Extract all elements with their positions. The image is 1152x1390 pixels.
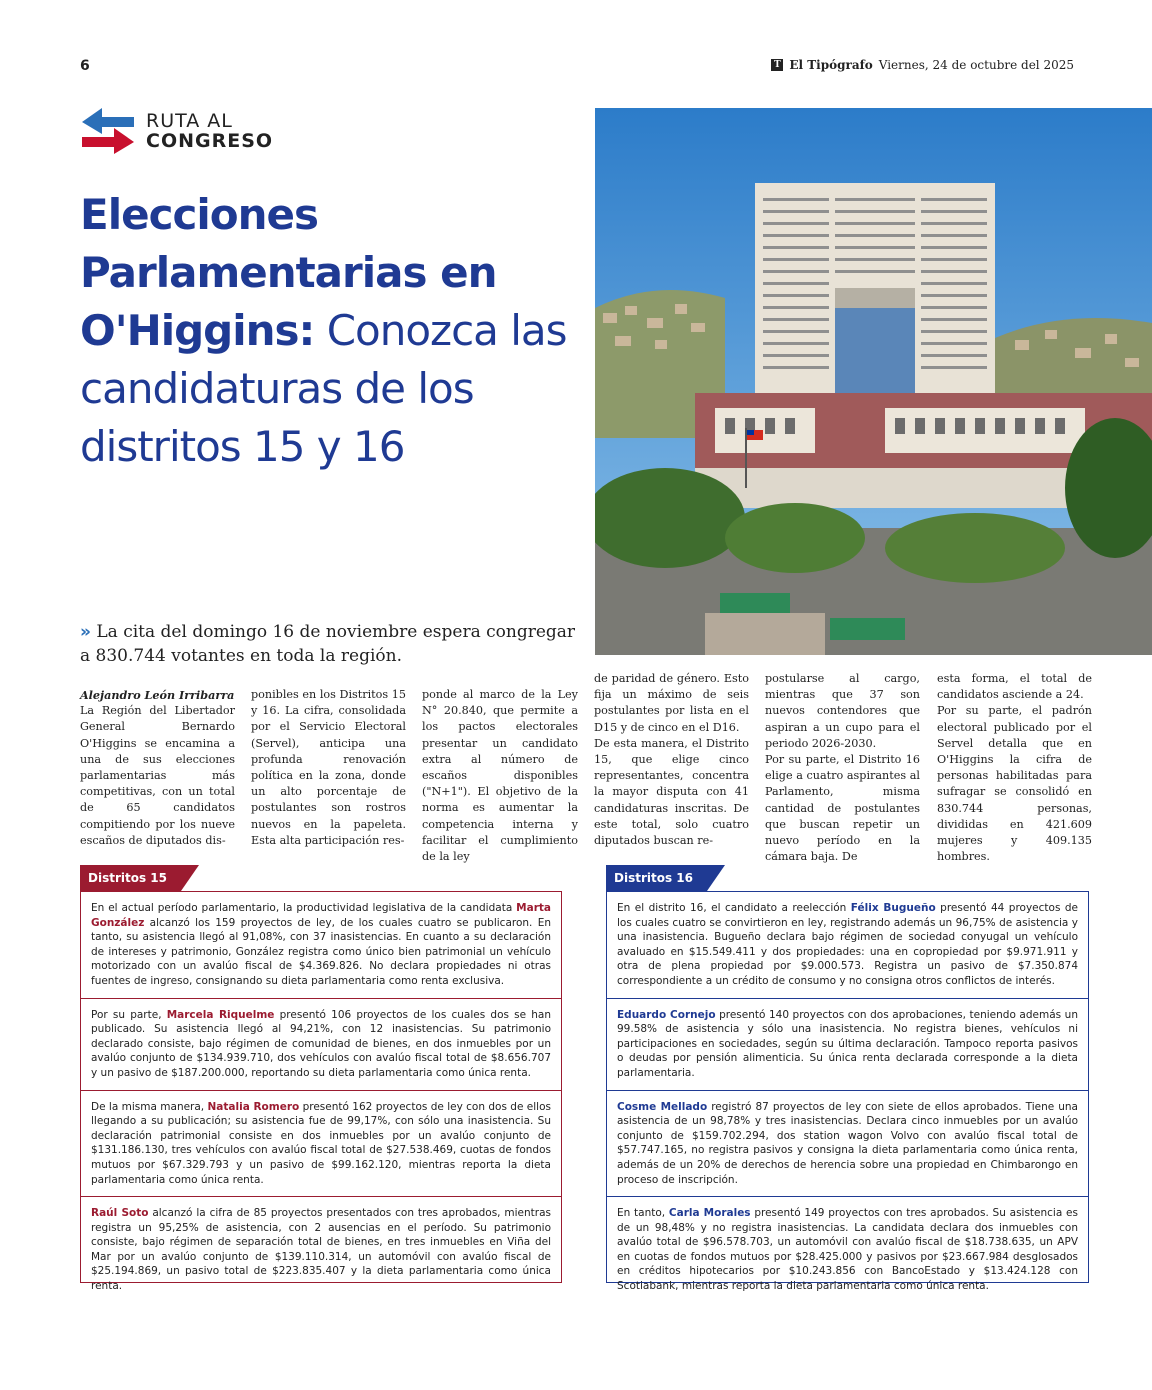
candidate-name: Cosme Mellado	[617, 1100, 708, 1113]
district-16-box	[606, 891, 1089, 1293]
candidate-entry	[607, 1090, 1088, 1197]
chevron-icon: »	[80, 622, 91, 642]
section-logo	[80, 106, 273, 156]
headline-light: Conozca las candidaturas de los distritos 15 y 16	[80, 306, 567, 471]
entry-text: presentó 162 proyectos de ley con dos de ellos llegando a su publicación; su asistencia fue de 99,17%, con sólo una inasistencia. Su declaración patrimonial consiste en dos inmuebles por un avalúo conjunto de $131.186.130, tres vehículos con avalúo fiscal total de $27.538.469, cuotas de fondos mutuos por $67.329.793 y un pasivo de $99.162.120, mientras reporta la dieta parlamentaria como única renta.	[91, 1100, 551, 1186]
candidate-entry	[81, 1196, 561, 1303]
article-text: La Región del Libertador General Bernardo O'Higgins se encamina a una de sus elecciones parlamentarias más competitivas, con un total de 65 candidatos compitiendo por los nueve escaños de diputados dis-	[80, 704, 235, 847]
entry-text: presentó 140 proyectos con dos aprobaciones, teniendo además un 99.58% de asistencia y sólo una inasistencia. No registra bienes, vehículos ni participaciones en sociedades, según su última declaración. Tampoco reporta pasivos o deudas por pensión alimenticia. Su única renta declarada corresponde a la dieta parlamentaria.	[617, 1008, 1078, 1079]
section-line-2: CONGRESO	[146, 130, 274, 152]
article-text: Por su parte, el Distrito 16 elige a cuatro aspirantes al Parlamento, misma cantidad de postulantes que buscan repetir un nuevo período en la cámara baja. De	[765, 753, 920, 864]
candidate-entry	[607, 892, 1088, 998]
lede	[80, 620, 580, 668]
article-column-1	[80, 687, 235, 849]
district-15-label: Distritos 15	[80, 865, 181, 891]
section-line-1: RUTA AL	[146, 110, 233, 132]
candidate-entry	[81, 998, 561, 1090]
entry-text: presentó 106 proyectos de los cuales dos se han publicado. Su asistencia llegó al 94,21%, con 12 inasistencias. Su patrimonio declarado consiste, bajo régimen de comunidad de bienes, en dos inmuebles por un avalúo conjunto de $134.939.710, dos vehículos con avalúo fiscal total de $8.656.707 y un pasivo de $187.200.000, reportando su dieta parlamentaria como única renta.	[91, 1008, 552, 1079]
entry-text: presentó 44 proyectos de los cuales cuatro se convirtieron en ley, registrando además un 96,75% de asistencia y una inasistencia. Bugueño declara bajo régimen de sociedad conyugal un vehículo avaluado en $15.549.411 y dos propiedades: una en copropiedad por $9.971.911 y otra de plena propiedad por $9.000.573. Registra un pasivo de $7.350.874 correspondiente a un crédito de consumo y no consigna otros conflictos de interés.	[617, 902, 1078, 987]
article-text: de paridad de género. Esto fija un máximo de seis postulantes por lista en el D15 y de cinco en el D16.	[594, 672, 749, 734]
candidate-entry	[81, 1090, 561, 1197]
entry-text: En el actual período parlamentario, la productividad legislativa de la candidata	[91, 902, 517, 914]
article-column-6	[937, 671, 1092, 865]
article-column-3	[422, 687, 578, 865]
candidate-name: Félix Bugueño	[850, 902, 936, 914]
entry-text: alcanzó los 159 proyectos de ley, de los cuales cuatro se publicaron. En tanto, su asistencia llegó al 91,08%, con 37 inasistencias. En cuanto a su declaración de intereses y patrimonio, González registra como único bien patrimonial un vehículo motorizado con un avalúo fiscal de $4.369.826. No declara propiedades ni otras fuentes de ingreso, consignando su dieta parlamentaria como renta exclusiva.	[91, 916, 551, 987]
headline	[80, 186, 580, 476]
congress-photo	[595, 108, 1152, 655]
entry-text: En tanto,	[617, 1207, 669, 1220]
district-15-tab	[80, 865, 199, 891]
candidate-name: Eduardo Cornejo	[617, 1008, 716, 1021]
article-column-5	[765, 671, 920, 865]
article-text: ponde al marco de la Ley N° 20.840, que permite a los pactos electorales presentar un candidato extra al número de escaños disponibles ("N+1"). El objetivo de la norma es aumentar la competencia interna y facilitar el cumplimiento de la ley	[422, 688, 578, 864]
entry-text: alcanzó la cifra de 85 proyectos presentados con tres aprobados, mientras registra un 95,25% de asistencia, con 2 ausencias en el período. Su patrimonio consiste, bajo régimen de separación total de bienes, en tres inmuebles en Viña del Mar por un avalúo conjunto de $139.110.314, un automóvil con avalúo fiscal de $25.194.869, un pasivo total de $223.835.407 y la dieta parlamentaria como única renta.	[91, 1207, 551, 1293]
candidate-name: Marta González	[91, 902, 551, 929]
publication-logo-icon: T	[771, 59, 783, 71]
article-text: ponibles en los Distritos 15 y 16. La cifra, consolidada por el Servicio Electoral (Servel), anticipa una profunda renovación política en la zona, donde un alto porcentaje de postulantes son rostros nuevos en la papeleta. Esta alta participación res-	[251, 688, 406, 847]
candidate-entry	[81, 892, 561, 998]
candidate-name: Marcela Riquelme	[166, 1008, 275, 1021]
district-16-label: Distritos 16	[606, 865, 707, 891]
entry-text: En el distrito 16, el candidato a reelección	[617, 902, 851, 914]
entry-text: presentó 149 proyectos con tres aprobados. Su asistencia es de un 98,48% y no registra inasistencias. La candidata declara dos inmuebles con avalúo total de $96.578.703, un automóvil con avalúo fiscal de $18.738.635, un APV en cuotas de fondos mutuos por $28.425.000 y pasivos por $23.667.984 desglosados en créditos hipotecarios por $10.243.856 con BancoEstado y $13.424.128 con Scotiabank, mientras reporta la dieta parlamentaria como única renta.	[617, 1207, 1078, 1293]
district-16-tab	[606, 865, 725, 891]
candidate-name: Carla Morales	[668, 1207, 751, 1220]
article-column-2	[251, 687, 406, 849]
entry-text: De la misma manera,	[91, 1100, 208, 1113]
article-text: postularse al cargo, mientras que 37 son nuevos contendores que aspiran a un cupo para el periodo 2026-2030.	[765, 672, 920, 750]
tab-corner	[707, 865, 725, 891]
entry-text: Por su parte,	[91, 1008, 167, 1021]
article-text: esta forma, el total de candidatos asciende a 24.	[937, 672, 1092, 702]
entry-text: registró 87 proyectos de ley con siete de ellos aprobados. Tiene una asistencia de un 98,78% y tres inasistencias. Declara cinco inmuebles por un avalúo conjunto de $159.702.294, dos station wagon Volvo con avalúo fiscal total de $57.747.165, no registra pasivos y consigna la dieta parlamentaria como única renta, además de un 20% de derechos de herencia sobre una propiedad en Chimbarongo en proceso de inscripción.	[617, 1100, 1078, 1186]
candidate-entry	[607, 998, 1088, 1090]
lede-text: La cita del domingo 16 de noviembre espera congregar a 830.744 votantes en toda la región.	[80, 622, 576, 666]
tab-corner	[181, 865, 199, 891]
candidate-name: Raúl Soto	[91, 1207, 149, 1220]
article-text: De esta manera, el Distrito 15, que elige cinco representantes, concentra la mayor disputa con 41 candidaturas inscritas. De este total, solo cuatro diputados buscan re-	[594, 736, 749, 848]
issue-date: Viernes, 24 de octubre del 2025	[878, 58, 1074, 72]
byline: Alejandro León Irribarra	[80, 688, 235, 702]
district-15-box	[80, 891, 562, 1293]
candidate-name: Natalia Romero	[207, 1100, 300, 1113]
article-text: Por su parte, el padrón electoral publicado por el Servel detalla que en O'Higgins la cifra de personas habilitadas para sufragar se consolidó en 830.744 personas, divididas en 421.609 mujeres y 409.135 hombres.	[937, 704, 1092, 864]
candidate-entry	[607, 1196, 1088, 1303]
page-number: 6	[80, 58, 90, 74]
publication-name: El Tipógrafo	[789, 58, 873, 72]
article-column-4	[594, 671, 749, 849]
headline-bold: Elecciones Parlamentarias en O'Higgins:	[80, 190, 497, 355]
masthead	[771, 58, 1074, 72]
ruta-congreso-arrows-icon	[80, 106, 136, 156]
